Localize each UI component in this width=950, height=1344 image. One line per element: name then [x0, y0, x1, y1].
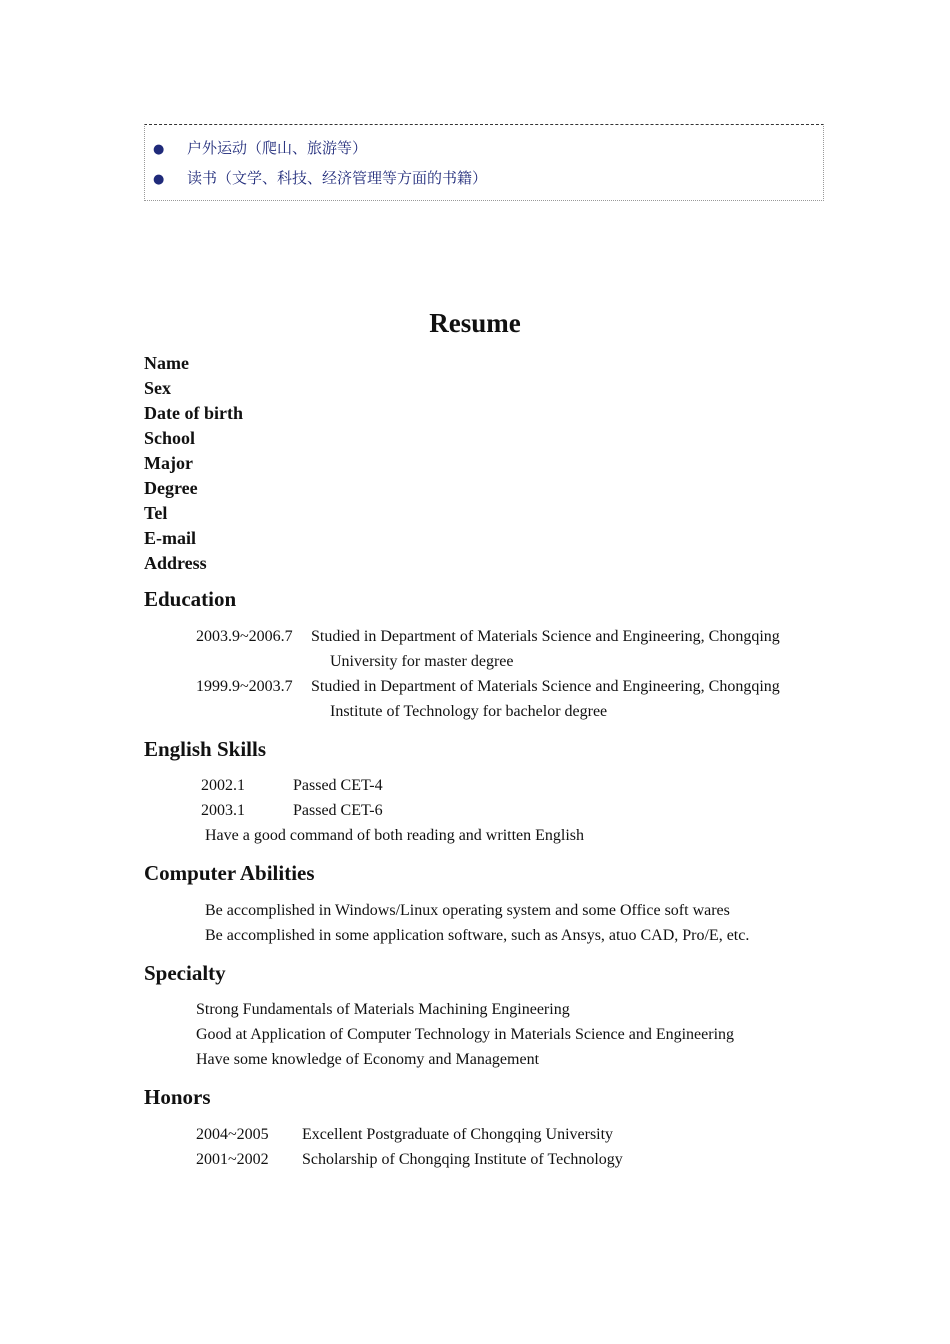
field-sex: Sex — [144, 378, 171, 398]
specialty-line: Have some knowledge of Economy and Management — [196, 1051, 540, 1068]
bullet-icon: ● — [153, 142, 165, 157]
english-date: 2002.1 — [201, 777, 245, 794]
honor-period: 2004~2005 — [196, 1126, 269, 1143]
english-text: Passed CET-4 — [293, 777, 383, 794]
hobby-text: 户外运动（爬山、旅游等） — [187, 139, 368, 157]
hobbies-box — [144, 124, 824, 201]
education-desc-cont: University for master degree — [330, 653, 514, 670]
education-period: 2003.9~2006.7 — [196, 628, 293, 645]
field-school: School — [144, 428, 196, 448]
field-email: E-mail — [144, 528, 196, 548]
education-desc-cont: Institute of Technology for bachelor degree — [330, 703, 608, 720]
english-text: Passed CET-6 — [293, 802, 383, 819]
specialty-line: Strong Fundamentals of Materials Machining Engineering — [196, 1001, 570, 1018]
resume-title: Resume — [429, 308, 521, 338]
honors-heading: Honors — [144, 1085, 211, 1109]
education-desc: Studied in Department of Materials Science and Engineering, Chongqing — [311, 628, 780, 645]
specialty-line: Good at Application of Computer Technology in Materials Science and Engineering — [196, 1026, 735, 1043]
education-desc: Studied in Department of Materials Science and Engineering, Chongqing — [311, 678, 780, 695]
field-address: Address — [144, 553, 207, 573]
education-period: 1999.9~2003.7 — [196, 678, 293, 695]
computer-heading: Computer Abilities — [144, 861, 315, 885]
honor-text: Scholarship of Chongqing Institute of Technology — [302, 1151, 623, 1168]
honor-text: Excellent Postgraduate of Chongqing University — [302, 1126, 614, 1143]
english-note: Have a good command of both reading and written English — [205, 827, 585, 844]
field-degree: Degree — [144, 478, 198, 498]
computer-line: Be accomplished in Windows/Linux operating system and some Office soft wares — [205, 902, 730, 919]
english-date: 2003.1 — [201, 802, 245, 819]
computer-line: Be accomplished in some application software, such as Ansys, atuo CAD, Pro/E, etc. — [205, 927, 750, 944]
specialty-heading: Specialty — [144, 961, 226, 985]
field-date-of-birth: Date of birth — [144, 403, 243, 423]
english-heading: English Skills — [144, 737, 266, 761]
bullet-icon: ● — [153, 172, 165, 187]
field-major: Major — [144, 453, 193, 473]
hobby-text: 读书（文学、科技、经济管理等方面的书籍） — [187, 169, 488, 187]
honor-period: 2001~2002 — [196, 1151, 269, 1168]
hobby-item — [153, 167, 487, 188]
field-tel: Tel — [144, 503, 168, 523]
personal-info — [144, 351, 243, 576]
education-heading: Education — [144, 587, 237, 611]
field-name: Name — [144, 353, 189, 373]
hobby-item — [153, 137, 367, 158]
